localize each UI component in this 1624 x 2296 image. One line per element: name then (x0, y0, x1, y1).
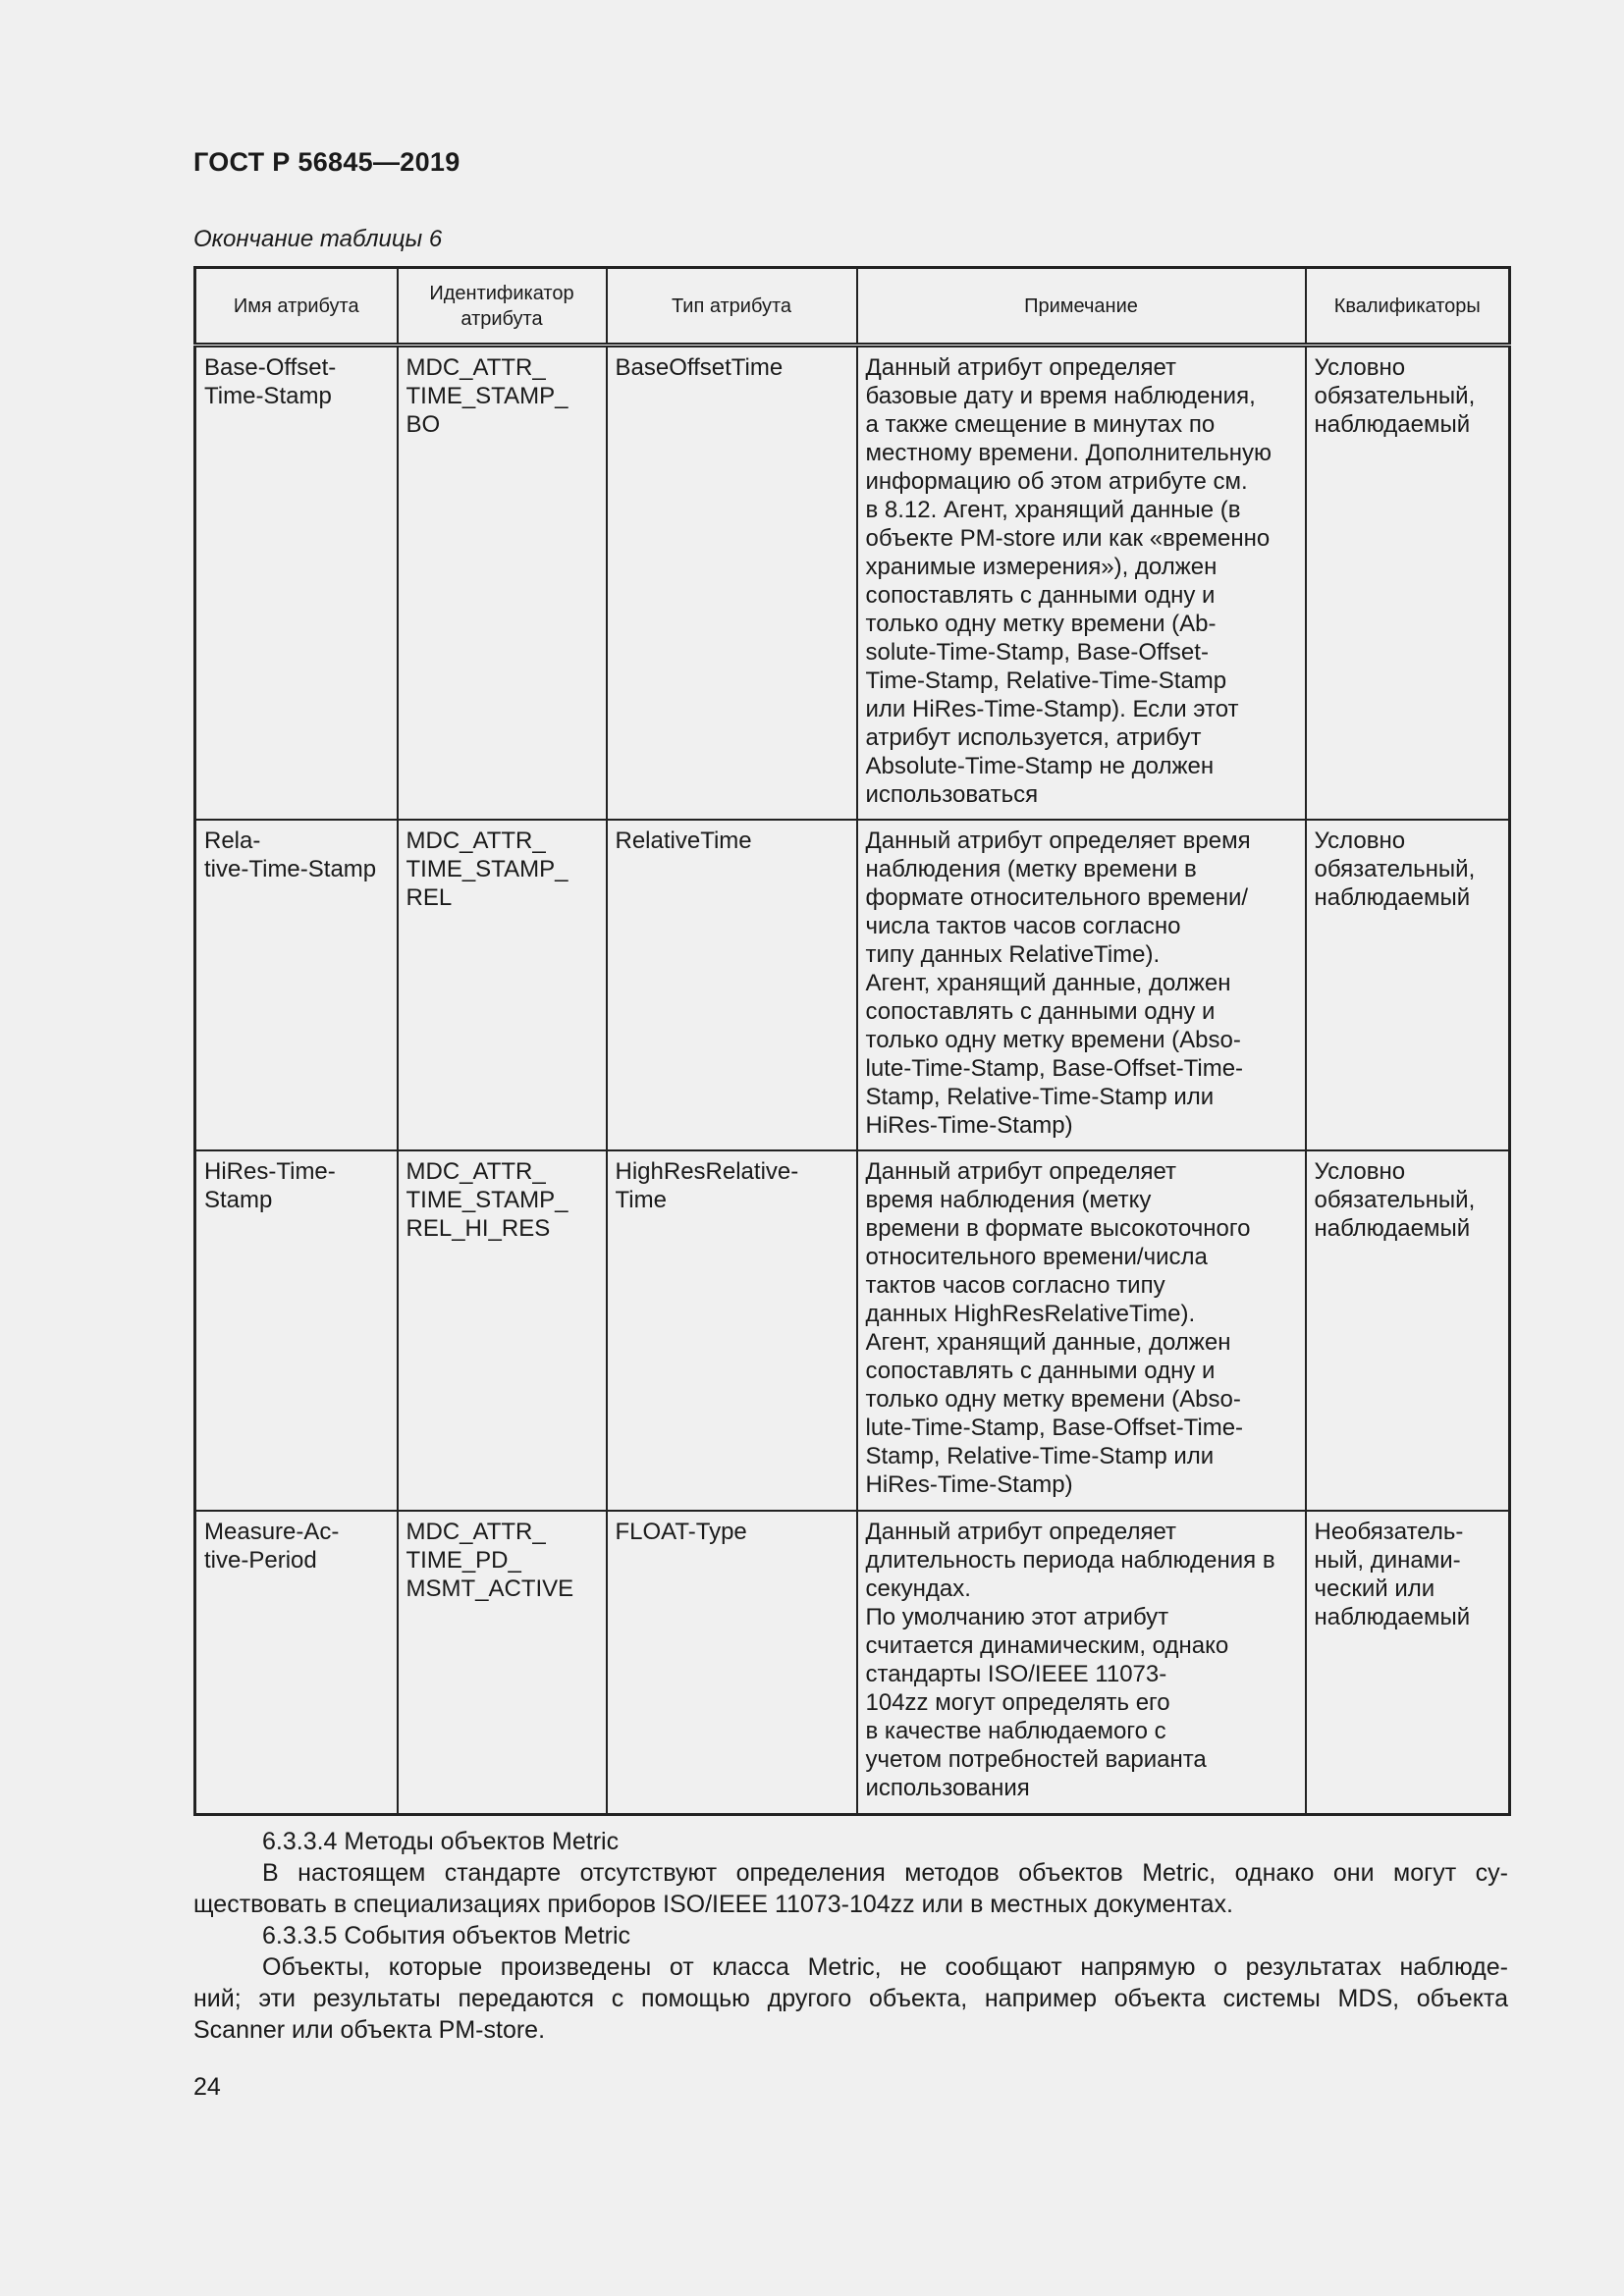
document-code: ГОСТ Р 56845—2019 (193, 147, 460, 177)
cell-qualifiers: Условно обязательный, наблюдаемый (1306, 346, 1510, 821)
column-header-qualifiers: Квалификаторы (1306, 268, 1510, 346)
attributes-table (193, 266, 1511, 1816)
section-heading-methods: 6.3.3.4 Методы объектов Metric (262, 1828, 620, 1855)
cell-attribute-type: FLOAT-Type (607, 1511, 857, 1815)
cell-note: Данный атрибут определяет базовые дату и время наблюдения, а также смещение в минутах по местному времени. Дополнительную информацию об этом атрибуте см. в 8.12. Агент, хранящий данные (в объекте PM-store или как «временно хранимые измерения»), должен сопоставлять с данными одну и только одну метку времени (Ab- solute-Time-Stamp, Base-Offset- Time-Stamp, Relative-Time-Stamp или HiRes-Time-Stamp). Если этот атрибут используется, атрибут Absolute-Time-Stamp не должен использоваться (857, 346, 1306, 821)
column-header-type: Тип атрибута (607, 268, 857, 346)
cell-attribute-name: HiRes-Time- Stamp (195, 1150, 398, 1511)
cell-attribute-id: MDC_ATTR_ TIME_PD_ MSMT_ACTIVE (398, 1511, 607, 1815)
column-header-id: Идентификатор атрибута (398, 268, 607, 346)
section-heading-events: 6.3.3.5 События объектов Metric (262, 1922, 631, 1949)
table-header-row (195, 268, 1510, 346)
column-header-note: Примечание (857, 268, 1306, 346)
cell-attribute-name: Base-Offset- Time-Stamp (195, 346, 398, 821)
table-row (195, 346, 1510, 821)
table-caption: Окончание таблицы 6 (193, 226, 443, 252)
column-header-name: Имя атрибута (195, 268, 398, 346)
paragraph-line: ществовать в специализациях приборов ISO/IEEE 11073-104zz или в местных документах. (193, 1891, 1233, 1918)
cell-attribute-name: Rela- tive-Time-Stamp (195, 820, 398, 1150)
paragraph-line: Объекты, которые произведены от класса Metric, не сообщают напрямую о результатах наблюде- (262, 1953, 1508, 1981)
cell-attribute-name: Measure-Ac- tive-Period (195, 1511, 398, 1815)
cell-qualifiers: Условно обязательный, наблюдаемый (1306, 820, 1510, 1150)
paragraph-line: ний; эти результаты передаются с помощью другого объекта, например объекта системы MDS, объекта (193, 1985, 1508, 2012)
cell-attribute-id: MDC_ATTR_ TIME_STAMP_ REL_HI_RES (398, 1150, 607, 1511)
cell-attribute-type: HighResRelative- Time (607, 1150, 857, 1511)
cell-attribute-id: MDC_ATTR_ TIME_STAMP_ REL (398, 820, 607, 1150)
paragraph-line: Scanner или объекта PM-store. (193, 2016, 546, 2044)
paragraph-line: В настоящем стандарте отсутствуют определения методов объектов Metric, однако они могут су- (262, 1859, 1508, 1887)
table-row (195, 1150, 1510, 1511)
cell-qualifiers: Условно обязательный, наблюдаемый (1306, 1150, 1510, 1511)
cell-note: Данный атрибут определяет длительность периода наблюдения в секундах. По умолчанию этот атрибут считается динамическим, однако стандарты ISO/IEEE 11073- 104zz могут определять его в качестве наблюдаемого с учетом потребностей варианта использования (857, 1511, 1306, 1815)
page-number: 24 (193, 2073, 221, 2101)
table-row (195, 820, 1510, 1150)
table-row (195, 1511, 1510, 1815)
body-text (193, 1826, 1508, 2046)
cell-note: Данный атрибут определяет время наблюдения (метку времени в формате относительного времени/ числа тактов часов согласно типу данных RelativeTime). Агент, хранящий данные, должен сопоставлять с данными одну и только одну метку времени (Abso- lute-Time-Stamp, Base-Offset-Time- Stamp, Relative-Time-Stamp или HiRes-Time-Stamp) (857, 820, 1306, 1150)
cell-attribute-id: MDC_ATTR_ TIME_STAMP_ BO (398, 346, 607, 821)
cell-qualifiers: Необязатель- ный, динами- ческий или наблюдаемый (1306, 1511, 1510, 1815)
cell-note: Данный атрибут определяет время наблюдения (метку времени в формате высокоточного относительного времени/числа тактов часов согласно типу данных HighResRelativeTime). Агент, хранящий данные, должен сопоставлять с данными одну и только одну метку времени (Abso- lute-Time-Stamp, Base-Offset-Time- Stamp, Relative-Time-Stamp или HiRes-Time-Stamp) (857, 1150, 1306, 1511)
cell-attribute-type: BaseOffsetTime (607, 346, 857, 821)
cell-attribute-type: RelativeTime (607, 820, 857, 1150)
